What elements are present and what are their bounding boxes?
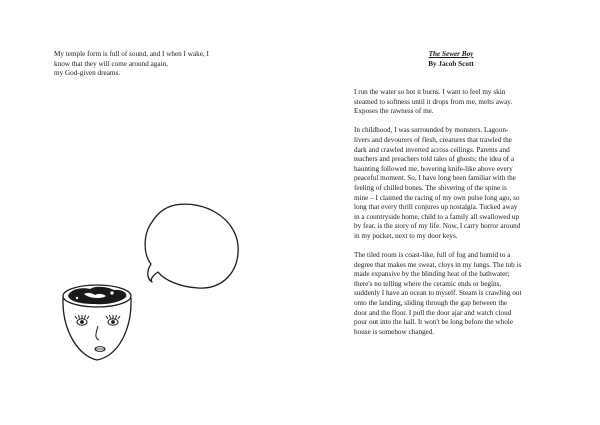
right-page (300, 0, 600, 425)
story-body (354, 88, 560, 347)
title-block (348, 50, 554, 69)
text-line: onto the landing, sliding through the gap between the (354, 299, 508, 308)
left-eye (75, 315, 89, 325)
text-line: made expansive by the blinding heat of the bathwater; (354, 270, 510, 279)
text-line: degree that makes me sweat, cloys in my lungs. The tub is (354, 260, 522, 269)
poem-line: my God-given dreams. (54, 69, 121, 78)
text-line: long that every thrill conjures up nostalgia. Tucked away (354, 203, 518, 212)
text-line: mine – I claimed the racing of my own pulse long ago, so (354, 193, 520, 202)
text-line: haunting followed me, hovering knife-like above every (354, 164, 513, 173)
text-line: peaceful moment. So, I have long been familiar with the (354, 174, 516, 183)
story-title: The Sewer Boy (428, 50, 474, 58)
story-author: By Jacob Scott (428, 59, 474, 68)
text-line: suddenly I have an ocean to myself. Steam is crawling out (354, 289, 522, 298)
paragraph (354, 88, 560, 117)
text-line: in my pocket, next to my door keys. (354, 231, 458, 240)
poem-line: know that they will come around again, (54, 59, 168, 68)
text-line: Exposes the rawness of me. (354, 107, 434, 116)
nose (96, 326, 99, 340)
text-line: in a countryside home, child to a family all swallowed up (354, 212, 520, 221)
text-line: feeling of chilled bones. The shivering of the spine is (354, 183, 507, 192)
text-line: livers and devourers of flesh, creatures that trawled the (354, 135, 512, 144)
text-line: house is somehow changed. (354, 327, 435, 336)
text-line: pour out into the hall. It won't be long before the whole (354, 318, 513, 327)
text-line: The tiled room is coast-like, full of fog and humid to a (354, 251, 511, 260)
text-line: dark and crawled inverted across ceilings. Parents and (354, 145, 510, 154)
text-line: there's no telling where the ceramic ends or begins, (354, 279, 502, 288)
text-line: by fear, is the story of my life. Now, I carry horror around (354, 222, 521, 231)
paragraph (354, 251, 560, 337)
text-line: door and the floor. I pull the door ajar and watch cloud (354, 308, 512, 317)
poem-line: My temple form is full of sound, and I when I wake, I (54, 50, 209, 58)
text-line: teachers and preachers told tales of ghosts; the idea of a (354, 155, 515, 164)
right-eye (106, 315, 120, 325)
text-line: steamed to softness until it drops from me, melts away. (354, 97, 513, 106)
paragraph (354, 126, 560, 241)
text-line: I run the water so hot it burns. I want to feel my skin (354, 88, 506, 96)
thought-bubble (145, 204, 238, 288)
text-line: In childhood, I was surrounded by monsters. Lagoon- (354, 126, 509, 135)
